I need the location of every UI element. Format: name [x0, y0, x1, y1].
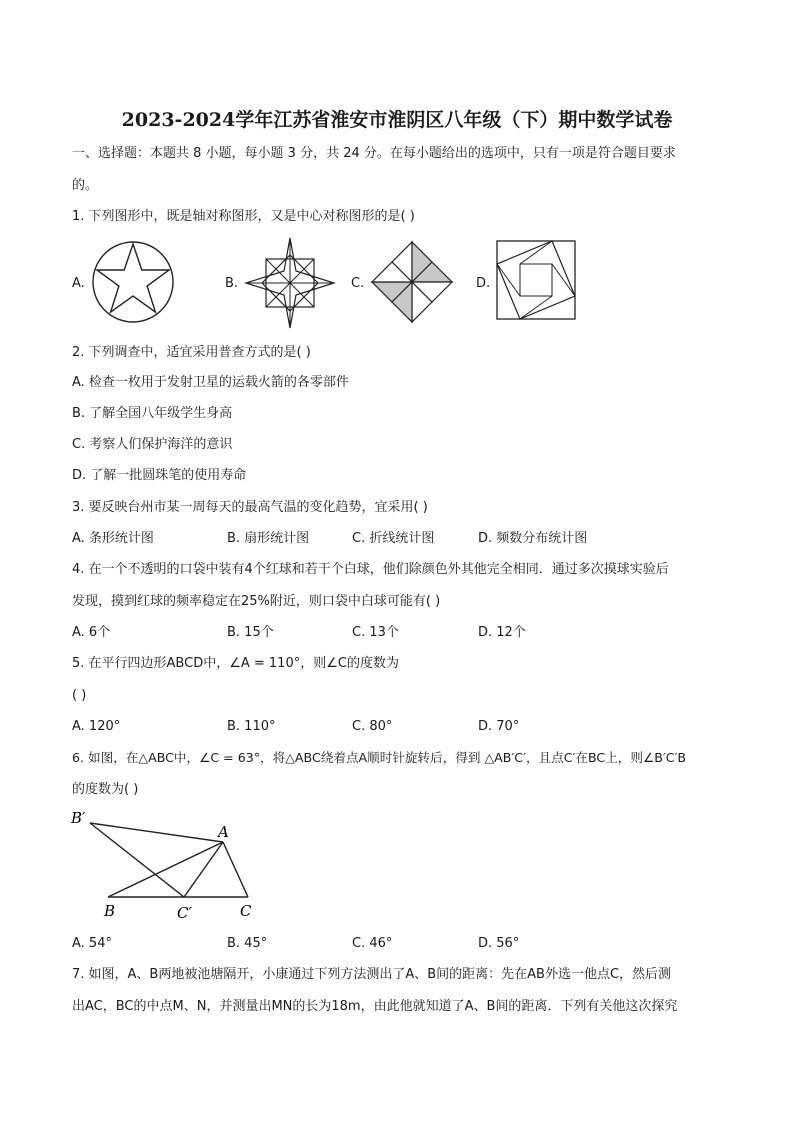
q1-figure-b-eight-point-star [244, 237, 336, 329]
q5-option-a: A. 120° [72, 719, 121, 734]
q3-option-c: C. 折线统计图 [352, 531, 435, 546]
q4-option-d: D. 12个 [478, 625, 526, 640]
q1-figure-d-square-pattern [496, 240, 576, 320]
q6-option-c: C. 46° [352, 936, 393, 951]
q2-option-c: C. 考察人们保护海洋的意识 [72, 437, 233, 452]
q3-stem: 3. 要反映台州市某一周每天的最高气温的变化趋势，宜采用( ) [72, 500, 428, 515]
q2-option-a: A. 检查一枚用于发射卫星的运载火箭的各零部件 [72, 375, 349, 390]
q2-stem: 2. 下列调查中，适宜采用普查方式的是( ) [72, 345, 311, 360]
q7-stem-line2: 出AC，BC的中点M、N，并测量出MN的长为18m，由此他就知道了A、B间的距离．下列有关他这次探究 [72, 999, 678, 1014]
q1-figure-c-pinwheel [370, 240, 454, 324]
q7-stem-line1: 7. 如图，A、B两地被池塘隔开，小康通过下列方法测出了A、B间的距离：先在AB外选一他点C，然后测 [72, 967, 672, 982]
q5-stem-line1: 5. 在平行四边形ABCD中，∠A = 110°，则∠C的度数为 [72, 656, 399, 671]
label-c: C [240, 902, 252, 920]
q6-option-a: A. 54° [72, 936, 112, 951]
q4-option-b: B. 15个 [227, 625, 274, 640]
label-a: A [218, 823, 229, 841]
q1-figure-a-circle-star [90, 239, 176, 325]
label-b-prime: B′ [71, 809, 86, 827]
q1-option-b-label: B. [225, 276, 239, 291]
q1-option-c-label: C. [351, 276, 365, 291]
q5-option-b: B. 110° [227, 719, 276, 734]
q6-option-d: D. 56° [478, 936, 520, 951]
label-c-prime: C′ [177, 904, 192, 922]
q2-option-d: D. 了解一批圆珠笔的使用寿命 [72, 468, 247, 483]
q4-option-a: A. 6个 [72, 625, 111, 640]
q5-option-c: C. 80° [352, 719, 393, 734]
q6-stem-line2: 的度数为( ) [72, 782, 139, 797]
q3-option-a: A. 条形统计图 [72, 531, 154, 546]
q3-option-b: B. 扇形统计图 [227, 531, 310, 546]
q3-option-d: D. 频数分布统计图 [478, 531, 588, 546]
q1-option-d-label: D. [476, 276, 491, 291]
q2-option-b: B. 了解全国八年级学生身高 [72, 406, 233, 421]
q6-triangle-figure [66, 806, 266, 924]
q6-stem-line1: 6. 如图，在△ABC中，∠C = 63°，将△ABC绕着点A顺时针旋转后，得到 △AB′C′，且点C′在BC上，则∠B′C′B [72, 750, 687, 765]
q1-stem: 1. 下列图形中，既是轴对称图形，又是中心对称图形的是( ) [72, 209, 415, 224]
q4-stem-line2: 发现，摸到红球的频率稳定在25%附近，则口袋中白球可能有( ) [72, 594, 441, 609]
section-heading-line1: 一、选择题：本题共 8 小题，每小题 3 分，共 24 分。在每小题给出的选项中，只有一项是符合题目要求 [72, 146, 676, 161]
q1-option-a-label: A. [72, 276, 85, 291]
q4-stem-line1: 4. 在一个不透明的口袋中装有4个红球和若干个白球，他们除颜色外其他完全相同．通过多次摸球实验后 [72, 562, 669, 577]
q6-option-b: B. 45° [227, 936, 268, 951]
q4-option-c: C. 13个 [352, 625, 399, 640]
q5-stem-line2: ( ) [72, 688, 87, 703]
section-heading-line2: 的。 [72, 178, 99, 193]
q5-option-d: D. 70° [478, 719, 520, 734]
label-b: B [104, 902, 116, 920]
page-title: 2023-2024学年江苏省淮安市淮阴区八年级（下）期中数学试卷 [121, 109, 673, 131]
